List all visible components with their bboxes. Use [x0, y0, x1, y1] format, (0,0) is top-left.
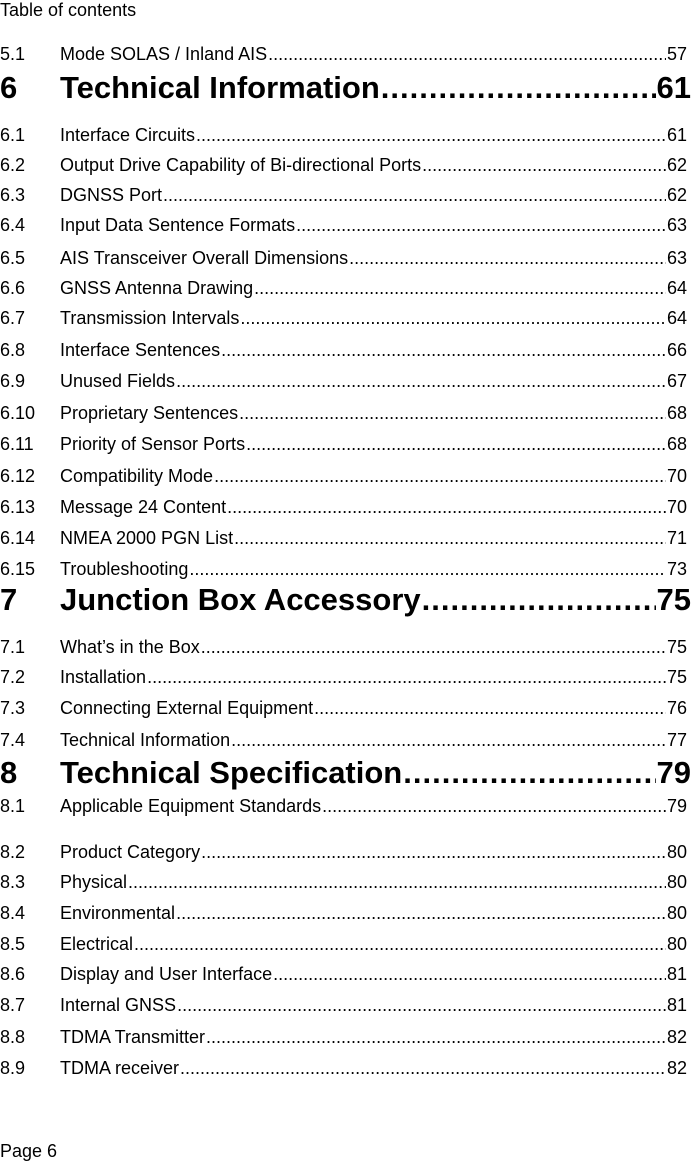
toc-entry-title[interactable]: Compatibility Mode	[60, 466, 214, 486]
toc-entry-number: 6.12	[0, 466, 36, 486]
toc-dot-leader	[180, 1056, 666, 1080]
toc-entry-title[interactable]: TDMA Transmitter	[60, 1027, 206, 1047]
toc-dot-leader	[177, 993, 666, 1017]
toc-entry-title[interactable]: NMEA 2000 PGN List	[60, 528, 234, 548]
toc-entry-number: 8.4	[0, 903, 26, 923]
toc-entry-title[interactable]: Technical Information	[60, 70, 380, 105]
toc-section-entry[interactable]	[0, 495, 687, 519]
toc-entry-page-number[interactable]: 61	[666, 125, 687, 145]
toc-dot-leader	[176, 901, 666, 925]
toc-entry-page-number[interactable]: 66	[666, 340, 687, 360]
toc-dot-leader	[221, 338, 666, 362]
toc-entry-title[interactable]: Applicable Equipment Standards	[60, 796, 322, 816]
toc-section-entry[interactable]	[0, 728, 687, 752]
toc-entry-title[interactable]: Mode SOLAS / Inland AIS	[60, 44, 268, 64]
toc-entry-page-number[interactable]: 81	[666, 964, 687, 984]
toc-entry-title[interactable]: Troubleshooting	[60, 559, 189, 579]
toc-entry-number: 8.3	[0, 872, 26, 892]
toc-dot-leader	[163, 183, 666, 207]
toc-entry-number: 6.15	[0, 559, 36, 579]
toc-entry-page-number[interactable]: 76	[666, 698, 687, 718]
toc-dot-leader	[322, 794, 666, 818]
toc-entry-number: 8.2	[0, 842, 26, 862]
toc-section-entry[interactable]	[0, 901, 687, 925]
toc-section-entry[interactable]	[0, 557, 687, 581]
toc-section-entry[interactable]	[0, 932, 687, 956]
toc-dot-leader	[239, 401, 666, 425]
toc-entry-number: 6.5	[0, 248, 26, 268]
toc-entry-number: 7.4	[0, 730, 26, 750]
toc-chapter-entry[interactable]	[0, 68, 691, 108]
toc-entry-number: 6.6	[0, 278, 26, 298]
toc-entry-title[interactable]: Proprietary Sentences	[60, 403, 239, 423]
toc-entry-title[interactable]: What’s in the Box	[60, 637, 200, 657]
toc-entry-page-number[interactable]: 75	[666, 667, 687, 687]
toc-entry-title[interactable]: GNSS Antenna Drawing	[60, 278, 254, 298]
toc-entry-number: 6	[0, 70, 18, 105]
toc-entry-page-number[interactable]: 79	[656, 755, 691, 790]
toc-entry-page-number[interactable]: 68	[666, 403, 687, 423]
toc-entry-title[interactable]: Unused Fields	[60, 371, 176, 391]
toc-dot-leader	[314, 696, 666, 720]
toc-section-entry[interactable]	[0, 840, 687, 864]
toc-dot-leader	[234, 526, 666, 550]
toc-entry-number: 8	[0, 755, 18, 790]
toc-entry-title[interactable]: Environmental	[60, 903, 176, 923]
toc-entry-title[interactable]: TDMA receiver	[60, 1058, 180, 1078]
toc-entry-title[interactable]: Technical Information	[60, 730, 231, 750]
toc-entry-number: 6.1	[0, 125, 26, 145]
toc-entry-number: 7	[0, 582, 18, 617]
toc-entry-page-number[interactable]: 57	[666, 44, 687, 64]
toc-dot-leader	[214, 464, 666, 488]
toc-dot-leader	[206, 1025, 666, 1049]
toc-entry-page-number[interactable]: 82	[666, 1027, 687, 1047]
toc-section-entry[interactable]	[0, 276, 687, 300]
toc-entry-title[interactable]: Priority of Sensor Ports	[60, 434, 246, 454]
toc-entry-title[interactable]: Physical	[60, 872, 128, 892]
toc-entry-title[interactable]: Installation	[60, 667, 147, 687]
page-header-title: Table of contents	[0, 0, 137, 20]
toc-entry-page-number[interactable]: 73	[666, 559, 687, 579]
toc-entry-title[interactable]: Transmission Intervals	[60, 308, 240, 328]
toc-dot-leader	[201, 635, 666, 659]
toc-section-entry[interactable]	[0, 962, 687, 986]
toc-entry-number: 8.7	[0, 995, 26, 1015]
toc-entry-number: 6.7	[0, 308, 26, 328]
toc-section-entry[interactable]	[0, 1056, 687, 1080]
toc-entry-title[interactable]: Connecting External Equipment	[60, 698, 314, 718]
toc-section-entry[interactable]	[0, 794, 687, 818]
toc-entry-page-number[interactable]: 64	[666, 308, 687, 328]
toc-entry-page-number[interactable]: 68	[666, 434, 687, 454]
toc-chapter-entry[interactable]	[0, 753, 691, 793]
toc-entry-number: 6.3	[0, 185, 26, 205]
toc-dot-leader	[246, 432, 666, 456]
toc-entry-number: 6.14	[0, 528, 36, 548]
toc-section-entry[interactable]	[0, 246, 687, 270]
toc-dot-leader	[422, 580, 656, 620]
toc-dot-leader	[201, 840, 666, 864]
toc-entry-title[interactable]: AIS Transceiver Overall Dimensions	[60, 248, 349, 268]
toc-entry-number: 6.2	[0, 155, 26, 175]
toc-section-entry[interactable]	[0, 635, 687, 659]
toc-entry-page-number[interactable]: 82	[666, 1058, 687, 1078]
toc-dot-leader	[296, 213, 666, 237]
toc-entry-title[interactable]: DGNSS Port	[60, 185, 163, 205]
toc-entry-title[interactable]: Interface Sentences	[60, 340, 221, 360]
toc-dot-leader	[268, 42, 666, 66]
toc-entry-title[interactable]: Interface Circuits	[60, 125, 196, 145]
toc-entry-title[interactable]: Display and User Interface	[60, 964, 273, 984]
toc-entry-number: 8.1	[0, 796, 26, 816]
toc-section-entry[interactable]	[0, 870, 687, 894]
toc-section-entry[interactable]	[0, 123, 687, 147]
toc-entry-page-number[interactable]: 67	[666, 371, 687, 391]
toc-entry-title[interactable]: Internal GNSS	[60, 995, 177, 1015]
toc-section-entry[interactable]	[0, 526, 687, 550]
toc-entry-number: 8.8	[0, 1027, 26, 1047]
toc-dot-leader	[227, 495, 666, 519]
toc-entry-title[interactable]: Technical Specification	[60, 755, 403, 790]
toc-dot-leader	[196, 123, 666, 147]
toc-entry-number: 7.1	[0, 637, 26, 657]
toc-entry-page-number[interactable]: 62	[666, 185, 687, 205]
toc-entry-number: 7.2	[0, 667, 26, 687]
toc-entry-page-number[interactable]: 63	[666, 248, 687, 268]
toc-entry-number: 8.9	[0, 1058, 26, 1078]
toc-dot-leader	[134, 932, 666, 956]
toc-dot-leader	[128, 870, 666, 894]
toc-entry-page-number[interactable]: 75	[656, 582, 691, 617]
toc-entry-number: 6.9	[0, 371, 26, 391]
toc-dot-leader	[176, 369, 666, 393]
toc-section-entry[interactable]	[0, 464, 687, 488]
toc-entry-number: 5.1	[0, 44, 26, 64]
toc-entry-page-number[interactable]: 79	[666, 796, 687, 816]
toc-section-entry[interactable]	[0, 993, 687, 1017]
toc-dot-leader	[147, 665, 666, 689]
toc-entry-page-number[interactable]: 70	[666, 466, 687, 486]
toc-section-entry[interactable]	[0, 183, 687, 207]
toc-entry-number: 6.13	[0, 497, 36, 517]
toc-dot-leader	[381, 68, 656, 108]
toc-entry-page-number[interactable]: 80	[666, 872, 687, 892]
toc-entry-page-number[interactable]: 63	[666, 215, 687, 235]
toc-entry-page-number[interactable]: 61	[656, 70, 691, 105]
toc-entry-number: 6.4	[0, 215, 26, 235]
toc-dot-leader	[422, 153, 666, 177]
toc-entry-title[interactable]: Message 24 Content	[60, 497, 227, 517]
toc-entry-number: 8.6	[0, 964, 26, 984]
toc-entry-title[interactable]: Electrical	[60, 934, 134, 954]
toc-entry-title[interactable]: Output Drive Capability of Bi-directional Ports	[60, 155, 422, 175]
toc-dot-leader	[349, 246, 666, 270]
toc-dot-leader	[273, 962, 666, 986]
toc-entry-number: 6.11	[0, 434, 34, 454]
page-footer-number: Page 6	[0, 1141, 58, 1161]
toc-entry-title[interactable]: Junction Box Accessory	[60, 582, 421, 617]
toc-dot-leader	[189, 557, 666, 581]
toc-entry-number: 8.5	[0, 934, 26, 954]
toc-dot-leader	[254, 276, 666, 300]
toc-entry-page-number[interactable]: 80	[666, 934, 687, 954]
toc-dot-leader	[231, 728, 666, 752]
toc-entry-page-number[interactable]: 80	[666, 842, 687, 862]
toc-section-entry[interactable]	[0, 213, 687, 237]
toc-section-entry[interactable]	[0, 696, 687, 720]
toc-dot-leader	[403, 753, 655, 793]
toc-section-entry[interactable]	[0, 1025, 687, 1049]
toc-entry-page-number[interactable]: 62	[666, 155, 687, 175]
toc-section-entry[interactable]	[0, 338, 687, 362]
toc-dot-leader	[240, 306, 666, 330]
toc-entry-page-number[interactable]: 81	[666, 995, 687, 1015]
toc-entry-page-number[interactable]: 80	[666, 903, 687, 923]
toc-chapter-entry[interactable]	[0, 580, 691, 620]
toc-entry-title[interactable]: Input Data Sentence Formats	[60, 215, 296, 235]
toc-entry-number: 7.3	[0, 698, 26, 718]
toc-entry-page-number[interactable]: 71	[666, 528, 687, 548]
toc-entry-page-number[interactable]: 64	[666, 278, 687, 298]
toc-entry-number: 6.8	[0, 340, 26, 360]
toc-section-entry[interactable]	[0, 42, 687, 66]
toc-section-entry[interactable]	[0, 401, 687, 425]
toc-entry-page-number[interactable]: 77	[666, 730, 687, 750]
toc-entry-title[interactable]: Product Category	[60, 842, 201, 862]
toc-section-entry[interactable]	[0, 153, 687, 177]
toc-section-entry[interactable]	[0, 665, 687, 689]
toc-section-entry[interactable]	[0, 369, 687, 393]
toc-entry-page-number[interactable]: 75	[666, 637, 687, 657]
toc-entry-number: 6.10	[0, 403, 36, 423]
toc-entry-page-number[interactable]: 70	[666, 497, 687, 517]
toc-section-entry[interactable]	[0, 432, 687, 456]
toc-section-entry[interactable]	[0, 306, 687, 330]
